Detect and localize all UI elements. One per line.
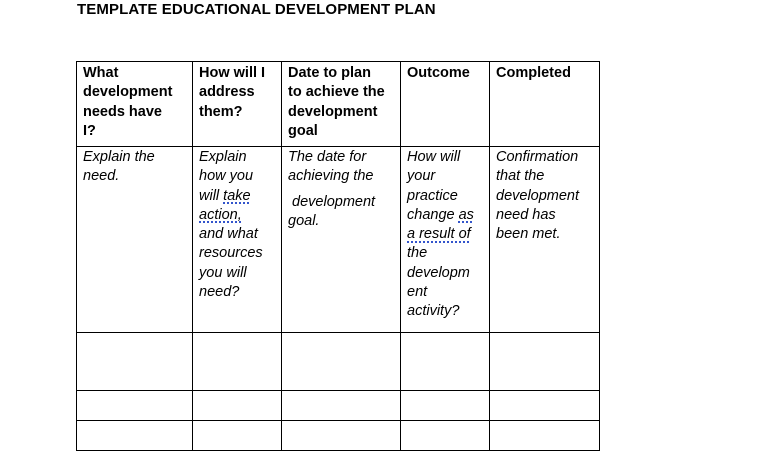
- spelling-marked-word: as: [458, 206, 474, 223]
- text-line: activity?: [407, 303, 460, 320]
- spelling-marked-word: a result of: [407, 226, 471, 243]
- empty-cell[interactable]: [401, 333, 490, 391]
- text-line: goal.: [288, 212, 320, 229]
- header-line: development: [83, 84, 173, 101]
- cell-address-guidance[interactable]: [193, 147, 282, 333]
- text-line: how you: [199, 168, 254, 185]
- empty-cell[interactable]: [401, 391, 490, 421]
- text-line: Explain the: [83, 149, 155, 165]
- header-line: goal: [288, 122, 318, 139]
- empty-cell[interactable]: [193, 421, 282, 451]
- header-outcome: [401, 62, 490, 147]
- empty-row: [77, 391, 600, 421]
- text-fragment: will: [199, 187, 224, 204]
- empty-cell[interactable]: [77, 333, 193, 391]
- text-line: resources: [199, 245, 263, 262]
- spelling-marked-word: take: [223, 187, 251, 204]
- header-line: address: [199, 84, 255, 101]
- text-line: practice: [407, 187, 458, 204]
- text-line: the: [407, 245, 428, 262]
- text-line: development: [496, 187, 580, 204]
- text-line: Confirmation: [496, 149, 579, 165]
- header-line: to achieve the: [288, 84, 385, 101]
- cell-date-guidance[interactable]: [282, 147, 401, 333]
- text-line: Explain: [199, 149, 247, 165]
- text-line: developm: [407, 264, 470, 281]
- text-line: ent: [407, 284, 428, 301]
- empty-cell[interactable]: [193, 333, 282, 391]
- text-line: [407, 206, 483, 225]
- text-line: The date for: [288, 149, 367, 165]
- text-line: [199, 206, 275, 225]
- header-line: needs have: [83, 103, 162, 120]
- text-line: [407, 225, 483, 244]
- text-line: development: [288, 193, 376, 210]
- header-line: Outcome: [407, 65, 470, 81]
- empty-cell[interactable]: [282, 421, 401, 451]
- text-line: you will: [199, 264, 247, 281]
- empty-cell[interactable]: [401, 421, 490, 451]
- empty-cell[interactable]: [490, 333, 600, 391]
- empty-row: [77, 421, 600, 451]
- text-line: that the: [496, 168, 545, 185]
- header-address: [193, 62, 282, 147]
- header-completed: [490, 62, 600, 147]
- header-line: What: [83, 65, 119, 81]
- guidance-row: [77, 147, 600, 333]
- empty-cell[interactable]: [193, 391, 282, 421]
- header-line: How will I: [199, 65, 266, 81]
- text-line: How will: [407, 149, 461, 165]
- cell-outcome-guidance[interactable]: [401, 147, 490, 333]
- header-line: I?: [83, 122, 96, 139]
- spelling-marked-word: action,: [199, 206, 242, 223]
- text-line: need has: [496, 206, 556, 223]
- empty-row: [77, 333, 600, 391]
- empty-cell[interactable]: [77, 421, 193, 451]
- header-line: Completed: [496, 65, 571, 81]
- text-line: achieving the: [288, 168, 374, 185]
- development-plan-table: [76, 61, 600, 451]
- empty-cell[interactable]: [282, 391, 401, 421]
- text-fragment: change: [407, 206, 459, 223]
- header-line: development: [288, 103, 378, 120]
- header-line: Date to plan: [288, 65, 371, 81]
- text-line: and what: [199, 226, 258, 243]
- text-line: need.: [83, 168, 120, 185]
- text-line: your: [407, 168, 436, 185]
- cell-completed-guidance[interactable]: [490, 147, 600, 333]
- empty-cell[interactable]: [282, 333, 401, 391]
- header-row: [77, 62, 600, 147]
- header-date: [282, 62, 401, 147]
- empty-cell[interactable]: [77, 391, 193, 421]
- text-line: need?: [199, 284, 240, 301]
- document-title: TEMPLATE EDUCATIONAL DEVELOPMENT PLAN: [77, 1, 436, 18]
- empty-cell[interactable]: [490, 421, 600, 451]
- text-line: been met.: [496, 226, 561, 243]
- cell-needs-guidance[interactable]: [77, 147, 193, 333]
- text-line: [199, 187, 275, 206]
- empty-cell[interactable]: [490, 391, 600, 421]
- header-line: them?: [199, 103, 243, 120]
- header-needs: [77, 62, 193, 147]
